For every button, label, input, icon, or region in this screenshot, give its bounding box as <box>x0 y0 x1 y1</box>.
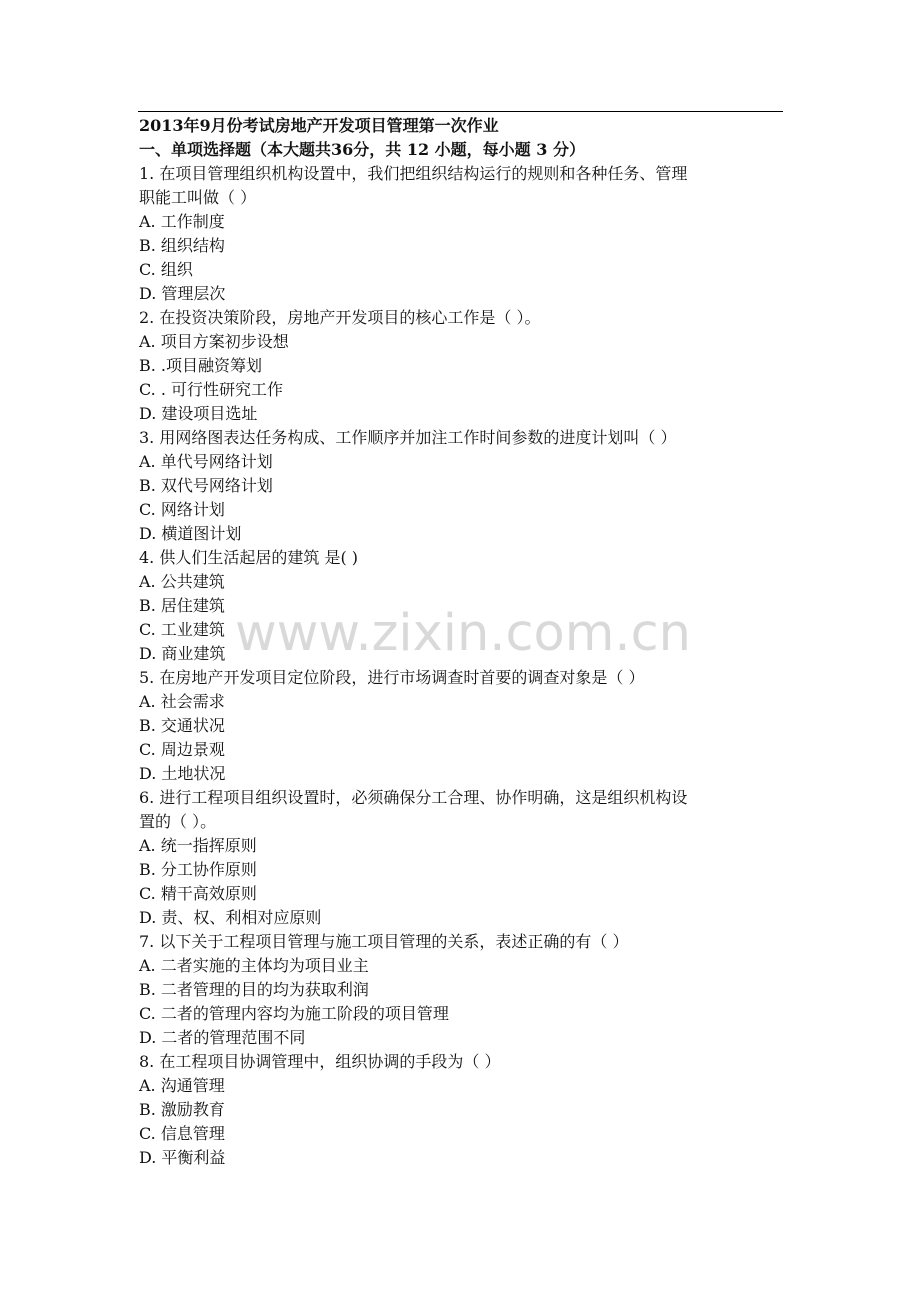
answer-option: C. 信息管理 <box>139 1124 225 1143</box>
answer-option: D. 平衡利益 <box>139 1148 226 1167</box>
answer-option: C. 二者的管理内容均为施工阶段的项目管理 <box>139 1004 449 1023</box>
question-stem: 置的（ ）。 <box>139 812 217 831</box>
answer-option: C. 周边景观 <box>139 740 225 759</box>
question-stem: 6. 进行工程项目组织设置时，必须确保分工合理、协作明确，这是组织机构设 <box>139 788 688 807</box>
answer-option: B. .项目融资筹划 <box>139 356 263 375</box>
answer-option: B. 双代号网络计划 <box>139 476 273 495</box>
answer-option: A. 公共建筑 <box>139 572 225 591</box>
answer-option: D. 二者的管理范围不同 <box>139 1028 306 1047</box>
header-rule <box>138 111 783 112</box>
answer-option: B. 激励教育 <box>139 1100 225 1119</box>
answer-option: D. 管理层次 <box>139 284 226 303</box>
question-list <box>139 162 783 1170</box>
answer-option: D. 责、权、利相对应原则 <box>139 908 322 927</box>
answer-option: C. 工业建筑 <box>139 620 225 639</box>
question-item <box>139 1050 783 1170</box>
answer-option: D. 横道图计划 <box>139 524 242 543</box>
section-heading: 一、单项选择题（本大题共36分，共 12 小题，每小题 3 分） <box>139 140 585 159</box>
question-stem: 8. 在工程项目协调管理中，组织协调的手段为（ ） <box>139 1052 501 1071</box>
document-title: 2013年9月份考试房地产开发项目管理第一次作业 <box>139 116 499 135</box>
answer-option: C. 精干高效原则 <box>139 884 257 903</box>
watermark: www.zixin.com.cn <box>235 604 691 663</box>
answer-option: C. . 可行性研究工作 <box>139 380 284 399</box>
answer-option: D. 土地状况 <box>139 764 226 783</box>
answer-option: D. 商业建筑 <box>139 644 226 663</box>
answer-option: B. 二者管理的目的均为获取利润 <box>139 980 369 999</box>
document-body <box>139 114 783 1170</box>
question-stem: 2. 在投资决策阶段，房地产开发项目的核心工作是（ ）。 <box>139 308 541 327</box>
question-item <box>139 546 783 666</box>
answer-option: A. 二者实施的主体均为项目业主 <box>139 956 369 975</box>
question-stem: 4. 供人们生活起居的建筑 是( ) <box>139 548 359 567</box>
answer-option: B. 分工协作原则 <box>139 860 257 879</box>
question-item <box>139 426 783 546</box>
question-item <box>139 666 783 786</box>
question-item <box>139 306 783 426</box>
question-item <box>139 162 783 306</box>
answer-option: A. 统一指挥原则 <box>139 836 257 855</box>
question-item <box>139 786 783 930</box>
answer-option: C. 组织 <box>139 260 193 279</box>
question-stem: 7. 以下关于工程项目管理与施工项目管理的关系，表述正确的有（ ） <box>139 932 629 951</box>
answer-option: A. 项目方案初步设想 <box>139 332 289 351</box>
answer-option: C. 网络计划 <box>139 500 225 519</box>
answer-option: D. 建设项目选址 <box>139 404 258 423</box>
answer-option: B. 交通状况 <box>139 716 225 735</box>
answer-option: A. 社会需求 <box>139 692 225 711</box>
question-stem: 3. 用网络图表达任务构成、工作顺序并加注工作时间参数的进度计划叫（ ） <box>139 428 677 447</box>
answer-option: B. 组织结构 <box>139 236 225 255</box>
question-stem: 5. 在房地产开发项目定位阶段，进行市场调查时首要的调查对象是（ ） <box>139 668 645 687</box>
answer-option: B. 居住建筑 <box>139 596 225 615</box>
answer-option: A. 单代号网络计划 <box>139 452 273 471</box>
question-item <box>139 930 783 1050</box>
answer-option: A. 沟通管理 <box>139 1076 225 1095</box>
answer-option: A. 工作制度 <box>139 212 225 231</box>
question-stem: 职能工叫做（ ） <box>139 188 257 207</box>
question-stem: 1. 在项目管理组织机构设置中，我们把组织结构运行的规则和各种任务、管理 <box>139 164 688 183</box>
